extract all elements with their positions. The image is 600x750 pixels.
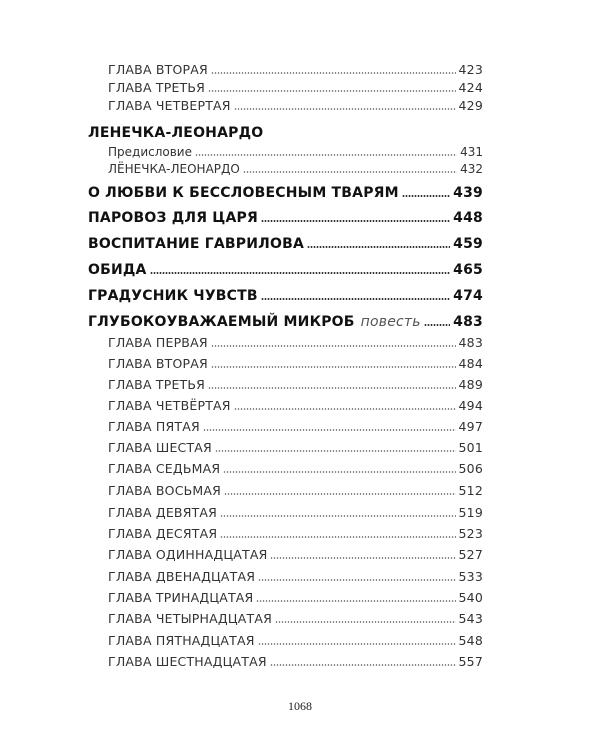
toc-entry-page: 423 [458, 62, 483, 77]
toc-entry-page: 448 [453, 210, 483, 226]
toc-entry [108, 633, 483, 648]
toc-entry-title: ГЛАВА ТРИНАДЦАТАЯ [108, 590, 254, 605]
dot-leader [234, 108, 456, 110]
toc-entry-page: 483 [453, 314, 483, 330]
toc-main-entry [88, 262, 483, 278]
dot-leader [424, 324, 450, 326]
toc-entry-title: ГЛАВА СЕДЬМАЯ [108, 461, 221, 476]
toc-entry-page: 432 [460, 162, 483, 176]
dot-leader [258, 643, 456, 645]
toc-entry-title: ГЛАВА ДВЕНАДЦАТАЯ [108, 569, 256, 584]
toc-entry [108, 377, 483, 392]
toc-main-entry [88, 236, 483, 252]
dot-leader [195, 154, 457, 156]
toc-entry-title: ГЛАВА ВТОРАЯ [108, 62, 208, 77]
toc-entry [108, 145, 483, 159]
toc-entry-page: 523 [458, 526, 483, 541]
toc-entry-page: 519 [458, 505, 483, 520]
toc-entry [108, 98, 483, 113]
dot-leader [223, 471, 455, 473]
toc-entry [108, 547, 483, 562]
toc-entry [108, 483, 483, 498]
toc-entry-page: 543 [458, 611, 483, 626]
dot-leader [234, 408, 456, 410]
dot-leader [243, 171, 457, 173]
toc-entry-title: ГЛАВА ТРЕТЬЯ [108, 377, 206, 392]
toc-entry-page: 465 [453, 262, 483, 278]
toc-entry-page: 512 [458, 483, 483, 498]
toc-main-entry [88, 185, 483, 201]
toc-entry-title: ГЛАВА ЧЕТЫРНАДЦАТАЯ [108, 611, 272, 626]
genre-note: повесть [360, 314, 421, 330]
toc-entry-page: 459 [453, 236, 483, 252]
dot-leader [208, 387, 455, 389]
toc-entry-page: 548 [458, 633, 483, 648]
dot-leader [208, 90, 455, 92]
dot-leader [203, 429, 456, 431]
toc-entry-title: ЛЁНЕЧКА-ЛЕОНАРДО [108, 162, 240, 176]
toc-entry [108, 62, 483, 77]
toc-entry [108, 611, 483, 626]
dot-leader [211, 345, 456, 347]
dot-leader [215, 450, 456, 452]
toc-entry-page: 489 [458, 377, 483, 392]
dot-leader [270, 664, 456, 666]
toc-entry-page: 424 [458, 80, 483, 95]
dot-leader [258, 579, 455, 581]
dot-leader [220, 536, 455, 538]
dot-leader [256, 600, 455, 602]
dot-leader [224, 493, 456, 495]
toc-entry [108, 505, 483, 520]
toc-entry-title: О ЛЮБВИ К БЕССЛОВЕСНЫМ ТВАРЯМ [88, 185, 399, 201]
toc-entry-page: 483 [458, 335, 483, 350]
toc-entry-page: 494 [458, 398, 483, 413]
toc-entry-title: ГЛУБОКОУВАЖАЕМЫЙ МИКРОБ [88, 314, 355, 330]
toc-entry-page: 429 [458, 98, 483, 113]
toc-entry [108, 162, 483, 176]
dot-leader [261, 298, 450, 300]
dot-leader [211, 72, 456, 74]
toc-entry [108, 419, 483, 434]
toc-main-entry [88, 288, 483, 304]
toc-entry-title: ГРАДУСНИК ЧУВСТВ [88, 288, 258, 304]
dot-leader [150, 272, 451, 274]
toc-entry-title: ГЛАВА ЧЕТВЁРТАЯ [108, 398, 231, 413]
toc-entry [108, 335, 483, 350]
toc-entry-page: 439 [453, 185, 483, 201]
dot-leader [211, 366, 456, 368]
toc-entry-title: ПАРОВОЗ ДЛЯ ЦАРЯ [88, 210, 258, 226]
dot-leader [220, 515, 455, 517]
toc-entry-title: ГЛАВА ВОСЬМАЯ [108, 483, 222, 498]
toc-entry [108, 569, 483, 584]
toc-entry-page: 501 [458, 440, 483, 455]
dot-leader [270, 557, 455, 559]
toc-entry-title: ГЛАВА ОДИННАДЦАТАЯ [108, 547, 268, 562]
page-number: 1068 [288, 699, 312, 713]
toc-entry [108, 440, 483, 455]
dot-leader [307, 246, 450, 248]
toc-entry-title: ГЛАВА ШЕСТАЯ [108, 440, 212, 455]
toc-entry-page: 540 [458, 590, 483, 605]
toc-entry-title: ОБИДА [88, 262, 147, 278]
toc-main-entry [88, 314, 483, 330]
toc-entry-page: 527 [458, 547, 483, 562]
toc-entry [108, 526, 483, 541]
toc-entry-title: ВОСПИТАНИЕ ГАВРИЛОВА [88, 236, 304, 252]
toc-entry [108, 356, 483, 371]
toc-entry-title: ГЛАВА ПЕРВАЯ [108, 335, 208, 350]
toc-entry [108, 590, 483, 605]
toc-entry [108, 461, 483, 476]
toc-entry-page: 533 [458, 569, 483, 584]
toc-entry-title: Предисловие [108, 145, 192, 159]
toc-entry-page: 557 [458, 654, 483, 669]
toc-entry-page: 484 [458, 356, 483, 371]
toc-entry-title: ГЛАВА ПЯТНАДЦАТАЯ [108, 633, 255, 648]
dot-leader [275, 621, 456, 623]
toc-entry-title: ГЛАВА ЧЕТВЕРТАЯ [108, 98, 231, 113]
toc-entry-title: ГЛАВА ШЕСТНАДЦАТАЯ [108, 654, 267, 669]
toc-entry-page: 431 [460, 145, 483, 159]
toc-entry-title: ГЛАВА ДЕВЯТАЯ [108, 505, 218, 520]
dot-leader [402, 195, 450, 197]
toc-main-entry [88, 210, 483, 226]
toc-entry-title: ГЛАВА ТРЕТЬЯ [108, 80, 206, 95]
toc-entry-title: ГЛАВА ДЕСЯТАЯ [108, 526, 218, 541]
toc-entry-page: 474 [453, 288, 483, 304]
toc-entry [108, 654, 483, 669]
dot-leader [261, 220, 450, 222]
toc-entry-page: 497 [458, 419, 483, 434]
toc-entry [108, 80, 483, 95]
section-heading: ЛЕНЕЧКА-ЛЕОНАРДО [88, 125, 264, 141]
toc-entry-title: ГЛАВА ВТОРАЯ [108, 356, 208, 371]
toc-entry-title: ГЛАВА ПЯТАЯ [108, 419, 200, 434]
toc-entry [108, 398, 483, 413]
toc-entry-page: 506 [458, 461, 483, 476]
